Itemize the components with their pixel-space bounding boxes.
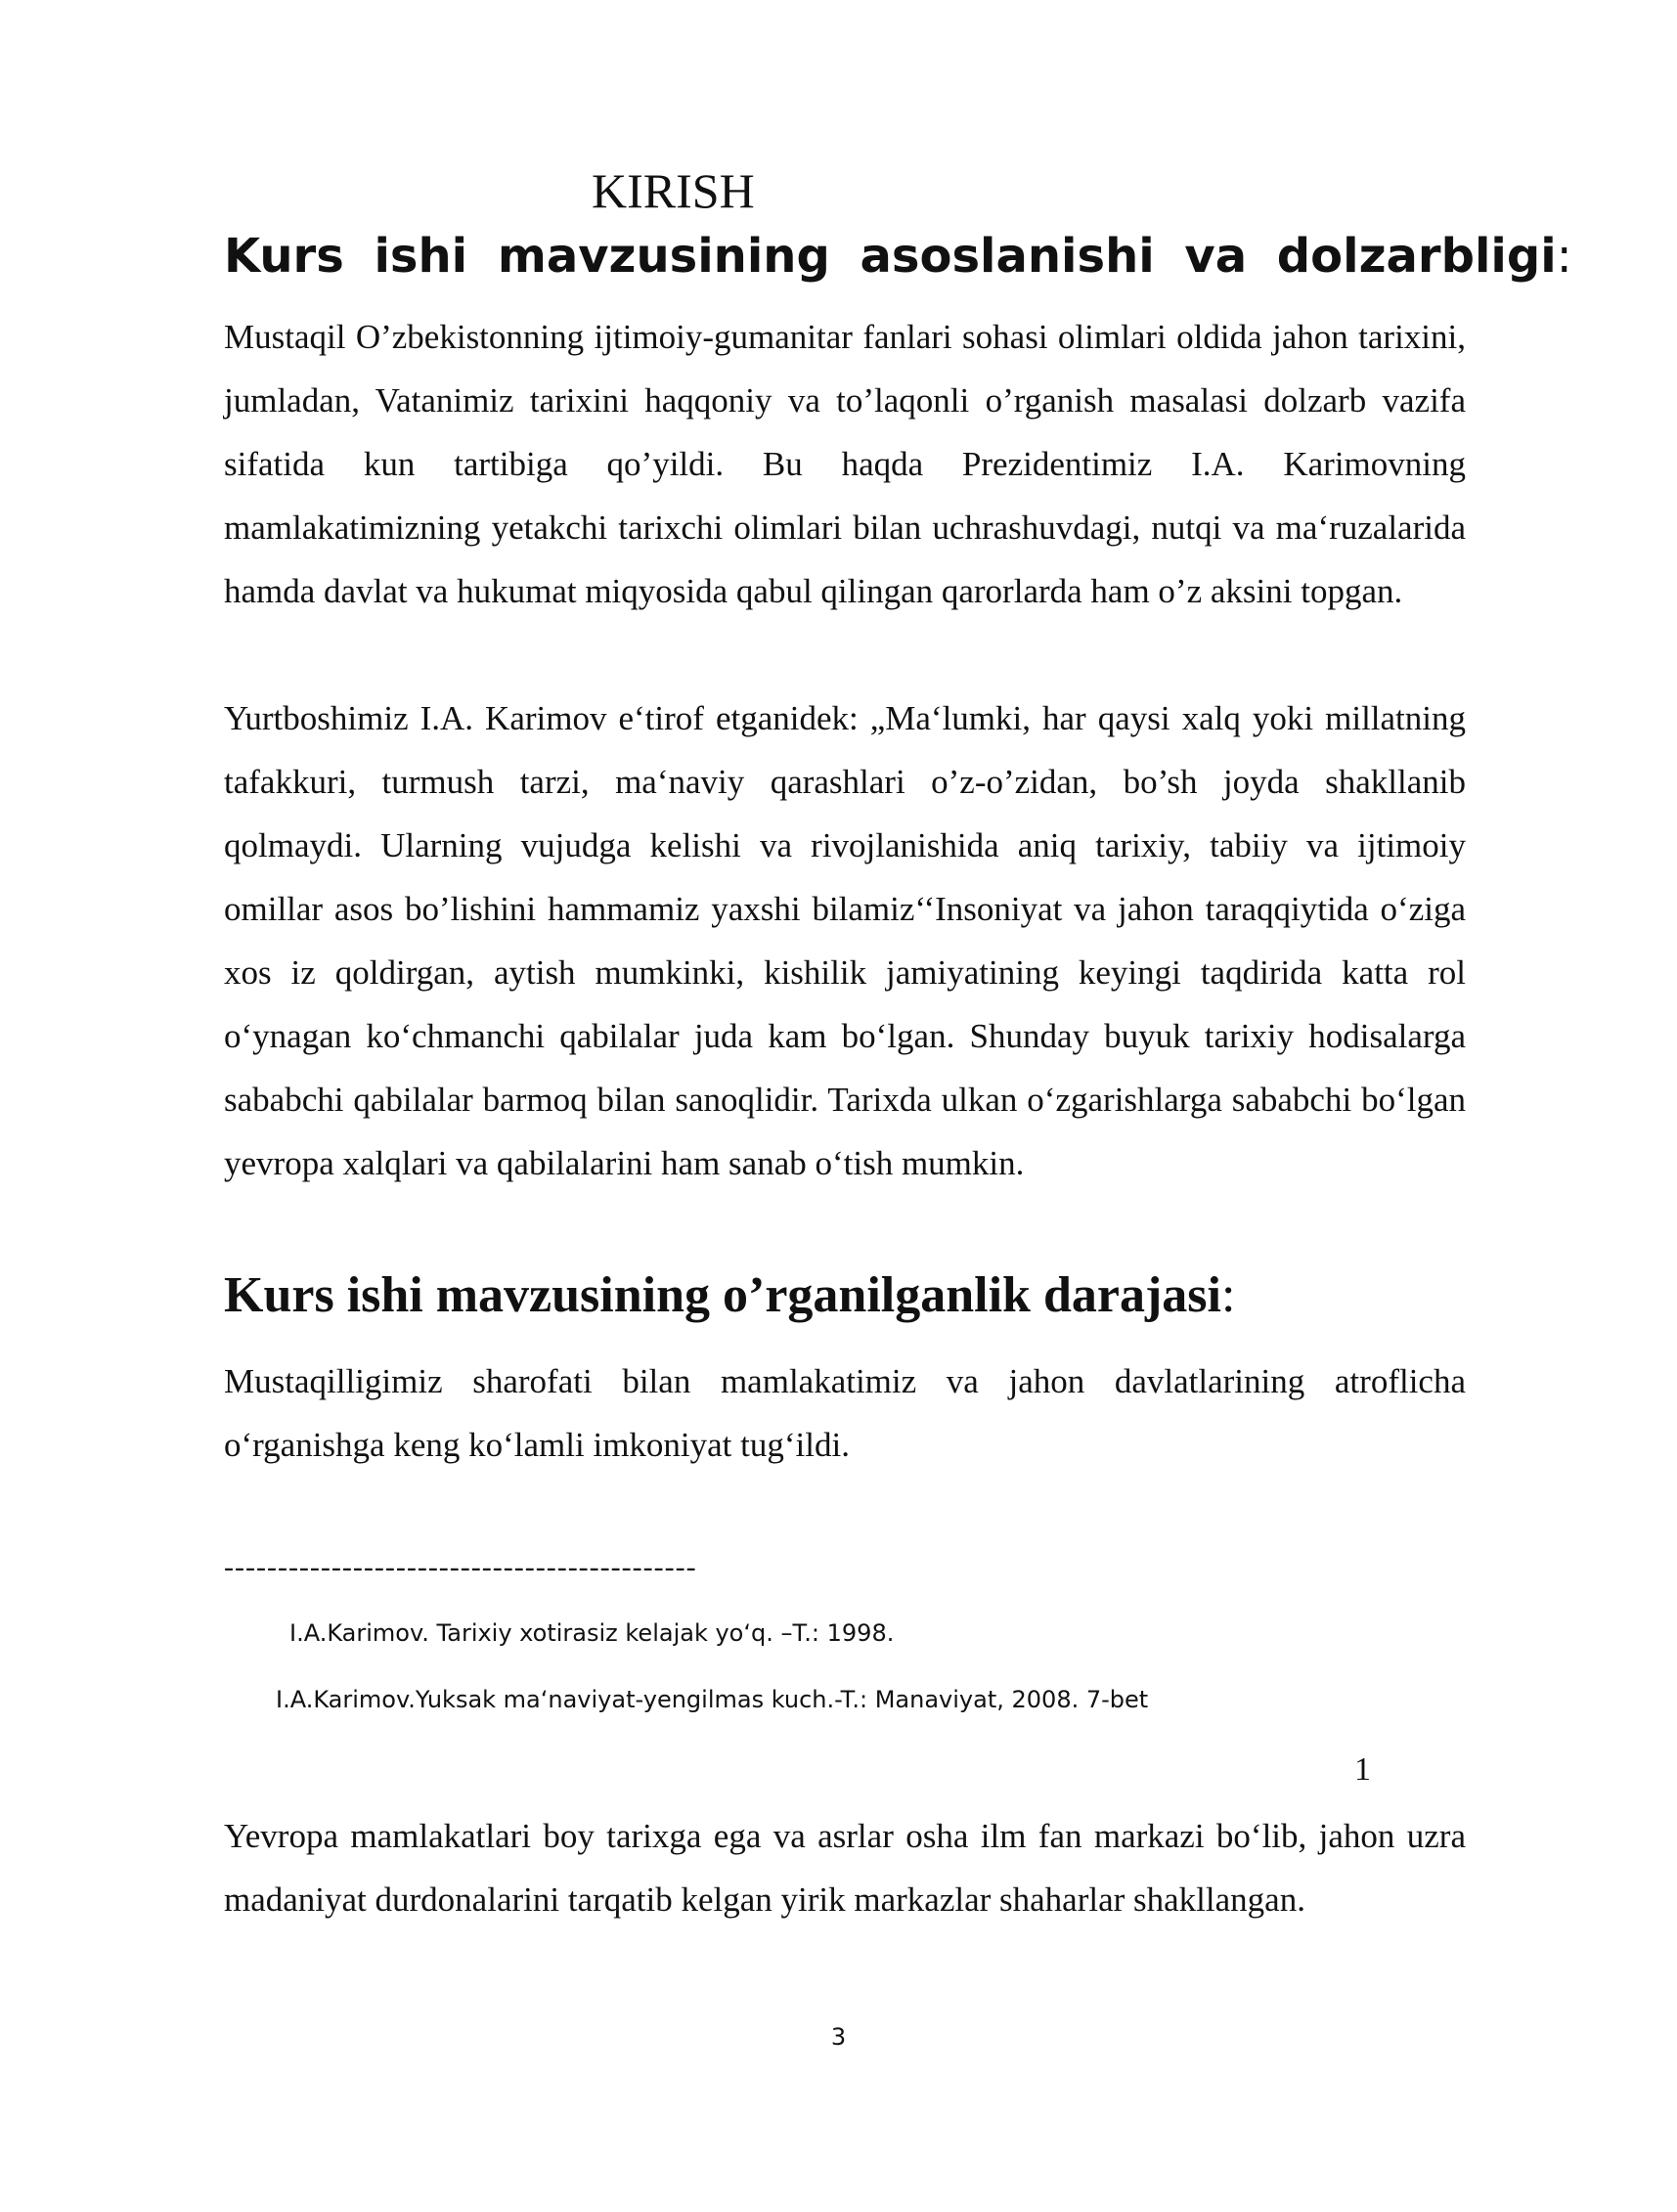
page-number: 3: [830, 2023, 847, 2051]
paragraph-independence: Mustaqilligimiz sharofati bilan mamlakatimiz va jahon davlatlarining atroflicha o‘rganishga keng ko‘lamli imkoniyat tug‘ildi.: [224, 1362, 1466, 1464]
paragraph-europe: Yevropa mamlakatlari boy tarixga ega va asrlar osha ilm fan markazi bo‘lib, jahon uzra madaniyat durdonalarini tarqatib kelgan yirik markazlar shaharlar shakllangan.: [224, 1817, 1466, 1919]
heading-study-level: [224, 1264, 1235, 1327]
heading-topic-relevance-text: Kurs ishi mavzusining asoslanishi va dolzarbligi: [224, 229, 1557, 284]
footnote-2: I.A.Karimov.Yuksak ma‘naviyat-yengilmas kuch.-T.: Manaviyat, 2008. 7-bet: [276, 1686, 1149, 1713]
heading-topic-relevance: [224, 227, 1572, 286]
heading-topic-relevance-colon: :: [1556, 229, 1572, 284]
paragraph-intro: Mustaqil O’zbekistonning ijtimoiy-gumanitar fanlari sohasi olimlari oldida jahon tarixini, jumladan, Vatanimiz tarixini haqqoniy va to’laqonli o’rganish masalasi dolzarb vazifa sifatida kun tartibiga qo’yildi. Bu haqda Prezidentimiz I.A. Karimovning mamlakatimizning yetakchi tarixchi olimlari bilan uchrashuvdagi, nutqi va ma‘ruzalarida hamda davlat va hukumat miqyosida qabul qilingan qarorlarda ham o’z aksini topgan.: [224, 318, 1466, 610]
heading-study-level-colon: :: [1220, 1267, 1236, 1323]
footnote-1: I.A.Karimov. Tarixiy xotirasiz kelajak yo‘q. –T.: 1998.: [289, 1619, 895, 1647]
paragraph-quote: Yurtboshimiz I.A. Karimov e‘tirof etganidek: „Ma‘lumki, har qaysi xalq yoki millatning tafakkuri, turmush tarzi, ma‘naviy qarashlari o’z-o’zidan, bo’sh joyda shakllanib qolmaydi. Ularning vujudga kelishi va rivojlanishida aniq tarixiy, tabiiy va ijtimoiy omillar asos bo’lishini hammamiz yaxshi bilamiz‘‘Insoniyat va jahon taraqqiytida o‘ziga xos iz qoldirgan, aytish mumkinki, kishilik jamiyatining keyingi taqdirida katta rol o‘ynagan ko‘chmanchi qabilalar juda kam bo‘lgan. Shunday buyuk tarixiy hodisalarga sababchi qabilalar barmoq bilan sanoqlidir. Tarixda ulkan o‘zgarishlarga sababchi bo‘lgan yevropa xalqlari va qabilalarini ham sanab o‘tish mumkin.: [224, 699, 1466, 1182]
footnote-separator: --------------------------------------------: [224, 1551, 697, 1583]
heading-study-level-text: Kurs ishi mavzusining o’rganilganlik darajasi: [224, 1267, 1221, 1323]
section-title-kirish: KIRISH: [592, 163, 755, 218]
footnote-number: 1: [1354, 1751, 1371, 1788]
